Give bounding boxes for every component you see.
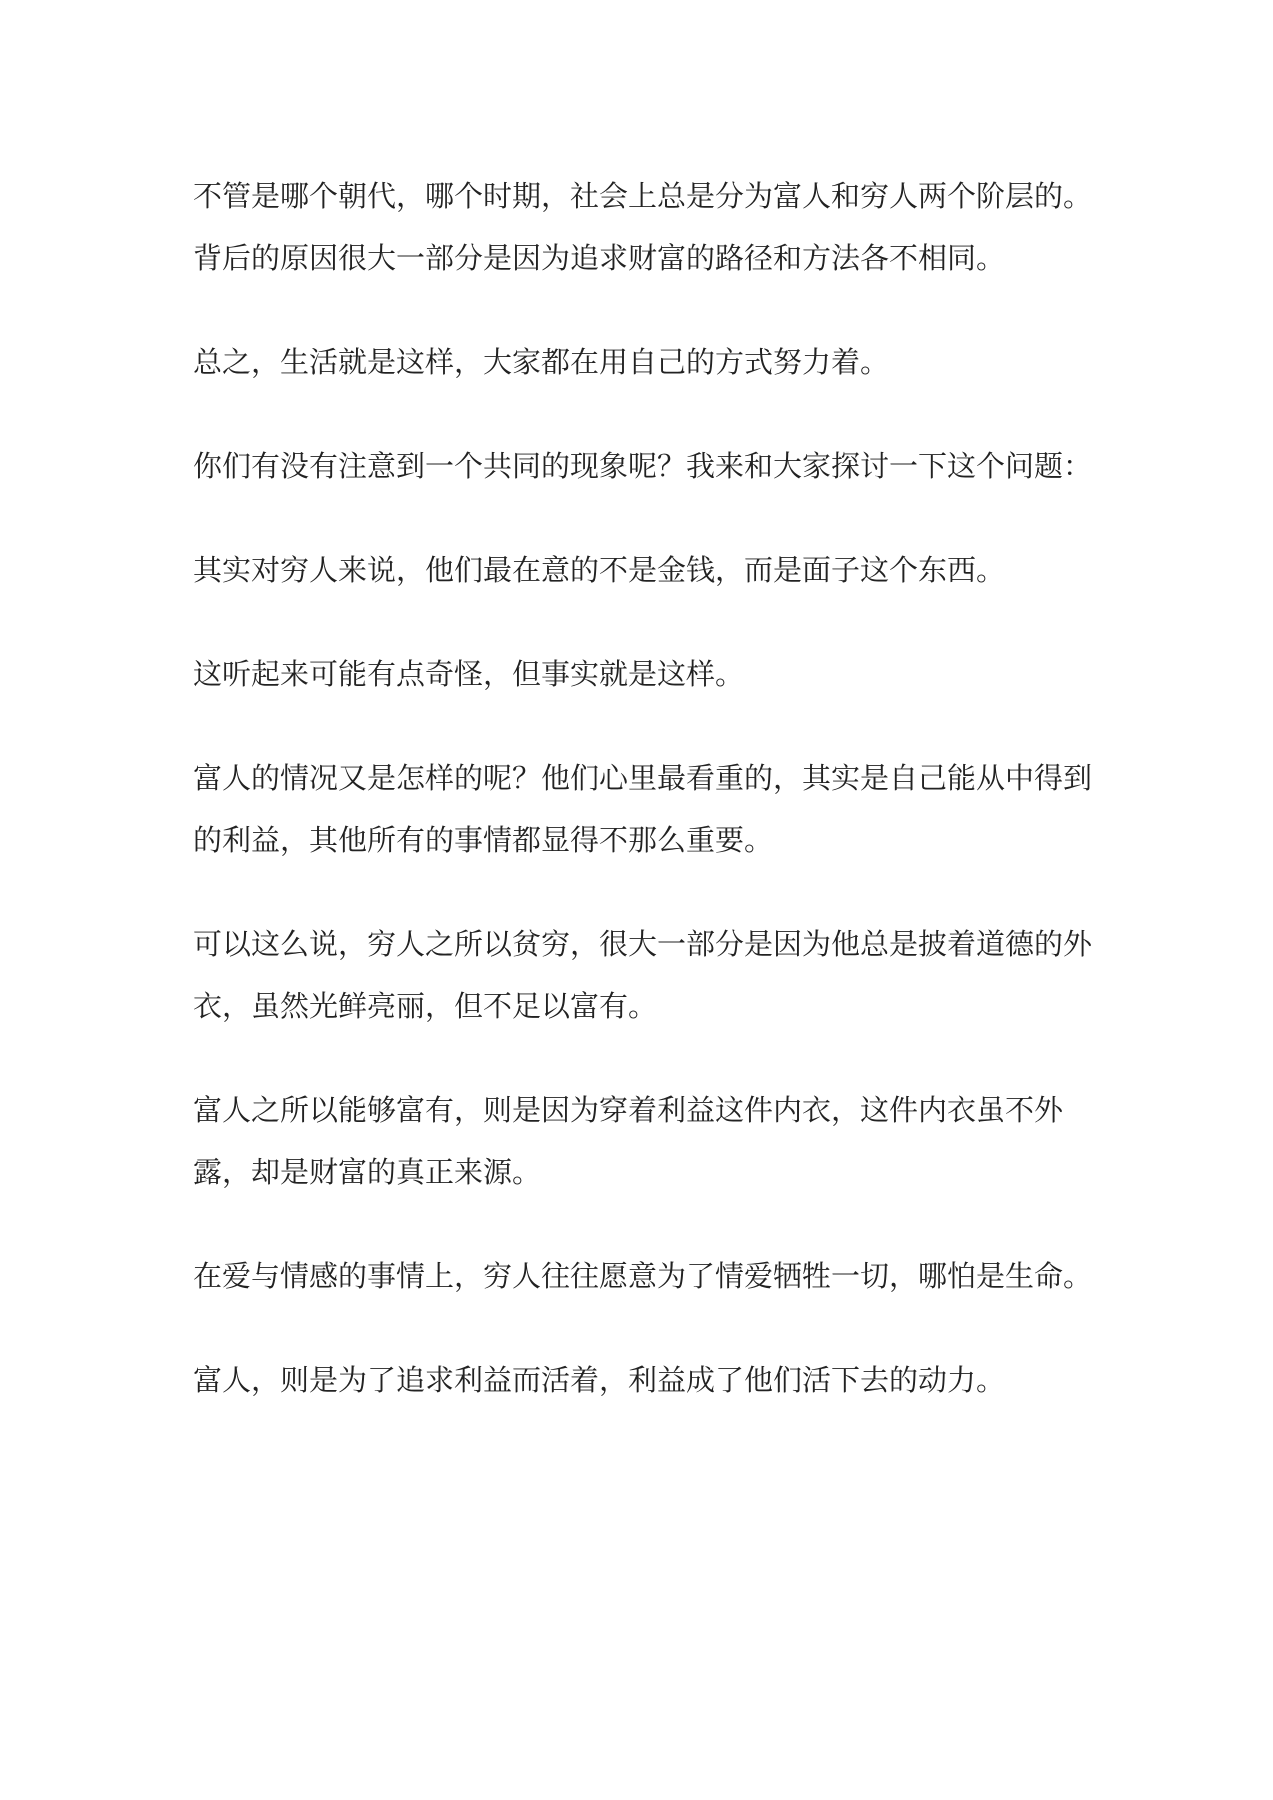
paragraph-2: 总之，生活就是这样，大家都在用自己的方式努力着。 xyxy=(193,345,890,379)
paragraph-9: 在爱与情感的事情上，穷人往往愿意为了情爱牺牲一切，哪怕是生命。 xyxy=(193,1259,1093,1293)
paragraph-4: 其实对穷人来说，他们最在意的不是金钱，而是面子这个东西。 xyxy=(193,553,1006,587)
paragraph-6: 富人的情况又是怎样的呢？他们心里最看重的，其实是自己能从中得到的利益，其他所有的事情都显得不那么重要。 xyxy=(193,761,1093,857)
paragraph-7: 可以这么说，穷人之所以贫穷，很大一部分是因为他总是披着道德的外衣，虽然光鲜亮丽，但不足以富有。 xyxy=(193,927,1093,1023)
paragraph-3: 你们有没有注意到一个共同的现象呢？我来和大家探讨一下这个问题： xyxy=(193,449,1093,483)
paragraph-5: 这听起来可能有点奇怪，但事实就是这样。 xyxy=(193,657,745,691)
paragraph-8: 富人之所以能够富有，则是因为穿着利益这件内衣，这件内衣虽不外露，却是财富的真正来源。 xyxy=(193,1093,1064,1189)
paragraph-1: 不管是哪个朝代，哪个时期，社会上总是分为富人和穷人两个阶层的。背后的原因很大一部分是因为追求财富的路径和方法各不相同。 xyxy=(193,179,1093,275)
paragraph-10: 富人，则是为了追求利益而活着，利益成了他们活下去的动力。 xyxy=(193,1363,1006,1397)
document-body xyxy=(193,165,1093,1453)
